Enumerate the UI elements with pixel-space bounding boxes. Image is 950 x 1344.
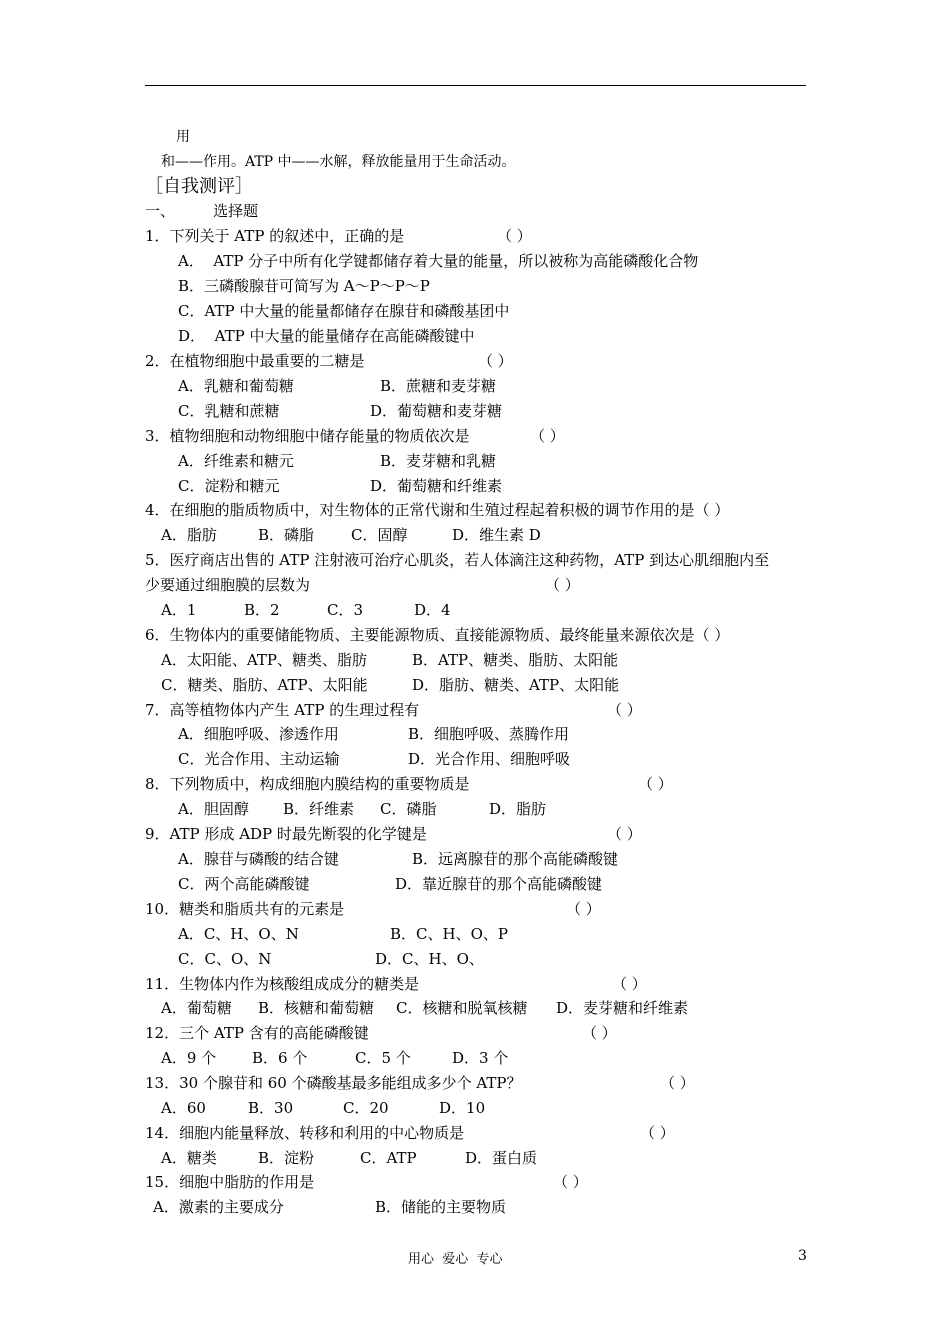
option: D．蛋白质 (465, 1149, 538, 1167)
answer-paren: （ ） (497, 227, 532, 245)
question-stem: 1．下列关于 ATP 的叙述中，正确的是 (145, 227, 405, 245)
question-stem: 11．生物体内作为核酸组成成分的糖类是 (145, 975, 420, 993)
answer-paren: （ ） (638, 775, 673, 793)
option: C．固醇 (351, 526, 408, 544)
option: D．脂肪、糖类、ATP、太阳能 (412, 676, 620, 694)
page-number: 3 (798, 1248, 807, 1264)
option: D．光合作用、细胞呼吸 (408, 750, 571, 768)
option: B．蔗糖和麦芽糖 (380, 377, 497, 395)
option: D．C、H、O、 (375, 950, 484, 968)
option: B．2 (244, 601, 280, 619)
option: C．糖类、脂肪、ATP、太阳能 (161, 676, 368, 694)
question-stem: 8．下列物质中，构成细胞内膜结构的重要物质是 (145, 775, 470, 793)
option: D．3 个 (452, 1049, 509, 1067)
question-stem: 15．细胞中脂肪的作用是 (145, 1173, 315, 1191)
option: A．激素的主要成分 (153, 1198, 284, 1216)
option: B．30 (248, 1099, 294, 1117)
option: B．纤维素 (283, 800, 355, 818)
answer-paren: （ ） (607, 701, 642, 719)
option: B．远离腺苷的那个高能磷酸键 (412, 850, 619, 868)
option: D． ATP 中大量的能量储存在高能磷酸键中 (178, 327, 475, 345)
answer-paren: （ ） (640, 1124, 675, 1142)
answer-paren: （ ） (478, 352, 513, 370)
option: A．脂肪 (161, 526, 217, 544)
question-stem: 12．三个 ATP 含有的高能磷酸键 (145, 1024, 369, 1042)
option: A． ATP 分子中所有化学键都储存着大量的能量，所以被称为高能磷酸化合物 (178, 252, 699, 270)
option: B．ATP、糖类、脂肪、太阳能 (412, 651, 619, 669)
answer-paren: （ ） (607, 825, 642, 843)
question-stem: 7．高等植物体内产生 ATP 的生理过程有 (145, 701, 420, 719)
option: C．C、O、N (178, 950, 272, 968)
option: A．胆固醇 (178, 800, 249, 818)
option: D．靠近腺苷的那个高能磷酸键 (395, 875, 603, 893)
option: C．核糖和脱氧核糖 (396, 999, 528, 1017)
option: C．5 个 (355, 1049, 411, 1067)
answer-paren: （ ） (530, 427, 565, 445)
option: B．麦芽糖和乳糖 (380, 452, 497, 470)
option: A．葡萄糖 (161, 999, 232, 1017)
question-stem: 4．在细胞的脂质物质中，对生物体的正常代谢和生殖过程起着积极的调节作用的是（ ） (145, 501, 730, 519)
option: A．糖类 (161, 1149, 217, 1167)
option: C．ATP (360, 1149, 417, 1167)
answer-paren: （ ） (582, 1024, 617, 1042)
option: B．细胞呼吸、蒸腾作用 (408, 725, 570, 743)
option: A．太阳能、ATP、糖类、脂肪 (161, 651, 367, 669)
option: B．C、H、O、P (390, 925, 508, 943)
subsection-title: 一、 选择题 (145, 202, 259, 220)
question-stem: 2．在植物细胞中最重要的二糖是 (145, 352, 365, 370)
answer-paren: （ ） (612, 975, 647, 993)
option: D．葡萄糖和麦芽糖 (370, 402, 503, 420)
option: A．纤维素和糖元 (178, 452, 294, 470)
question-stem: 6．生物体内的重要储能物质、主要能源物质、直接能源物质、最终能量来源依次是（ ） (145, 626, 730, 644)
answer-paren: （ ） (545, 576, 580, 594)
option: C．3 (327, 601, 364, 619)
option: B．三磷酸腺苷可简写为 A～P～P～P (178, 277, 430, 295)
answer-paren: （ ） (660, 1074, 695, 1092)
option: A．腺苷与磷酸的结合键 (178, 850, 339, 868)
option: D．4 (414, 601, 451, 619)
question-stem: 5．医疗商店出售的 ATP 注射液可治疗心肌炎，若人体滴注这种药物，ATP 到达心肌细胞内至 (145, 551, 770, 569)
answer-paren: （ ） (566, 900, 601, 918)
option: A．9 个 (161, 1049, 217, 1067)
option: D．麦芽糖和纤维素 (556, 999, 689, 1017)
option: A．60 (161, 1099, 206, 1117)
question-stem-cont: 少要通过细胞膜的层数为 (145, 576, 311, 594)
answer-paren: （ ） (553, 1173, 588, 1191)
option: A．C、H、O、N (178, 925, 299, 943)
option: B．储能的主要物质 (375, 1198, 507, 1216)
option: C．ATP 中大量的能量都储存在腺苷和磷酸基团中 (178, 302, 510, 320)
question-stem: 9．ATP 形成 ADP 时最先断裂的化学键是 (145, 825, 427, 843)
option: B．磷脂 (258, 526, 315, 544)
option: B．淀粉 (258, 1149, 315, 1167)
option: C．磷脂 (380, 800, 437, 818)
continued-text-2: 和——作用。ATP 中——水解，释放能量用于生命活动。 (161, 154, 516, 170)
option: C．20 (343, 1099, 389, 1117)
option: C．乳糖和蔗糖 (178, 402, 280, 420)
section-title: ［自我测评］ (145, 176, 253, 197)
option: C．两个高能磷酸键 (178, 875, 310, 893)
page-footer-motto: 用心 爱心 专心 (408, 1252, 503, 1267)
option: C．光合作用、主动运输 (178, 750, 340, 768)
continued-text-1: 用 (176, 129, 190, 145)
question-stem: 14．细胞内能量释放、转移和利用的中心物质是 (145, 1124, 465, 1142)
option: D．脂肪 (489, 800, 547, 818)
header-rule (145, 85, 806, 86)
question-stem: 10．糖类和脂质共有的元素是 (145, 900, 345, 918)
option: A．细胞呼吸、渗透作用 (178, 725, 339, 743)
option: B．6 个 (252, 1049, 308, 1067)
option: A．乳糖和葡萄糖 (178, 377, 294, 395)
option: D．葡萄糖和纤维素 (370, 477, 503, 495)
option: A．1 (161, 601, 197, 619)
question-stem: 3．植物细胞和动物细胞中储存能量的物质依次是 (145, 427, 470, 445)
option: D．维生素 D (452, 526, 541, 544)
question-stem: 13．30 个腺苷和 60 个磷酸基最多能组成多少个 ATP？ (145, 1074, 522, 1092)
option: D．10 (439, 1099, 486, 1117)
option: C．淀粉和糖元 (178, 477, 280, 495)
option: B．核糖和葡萄糖 (258, 999, 375, 1017)
